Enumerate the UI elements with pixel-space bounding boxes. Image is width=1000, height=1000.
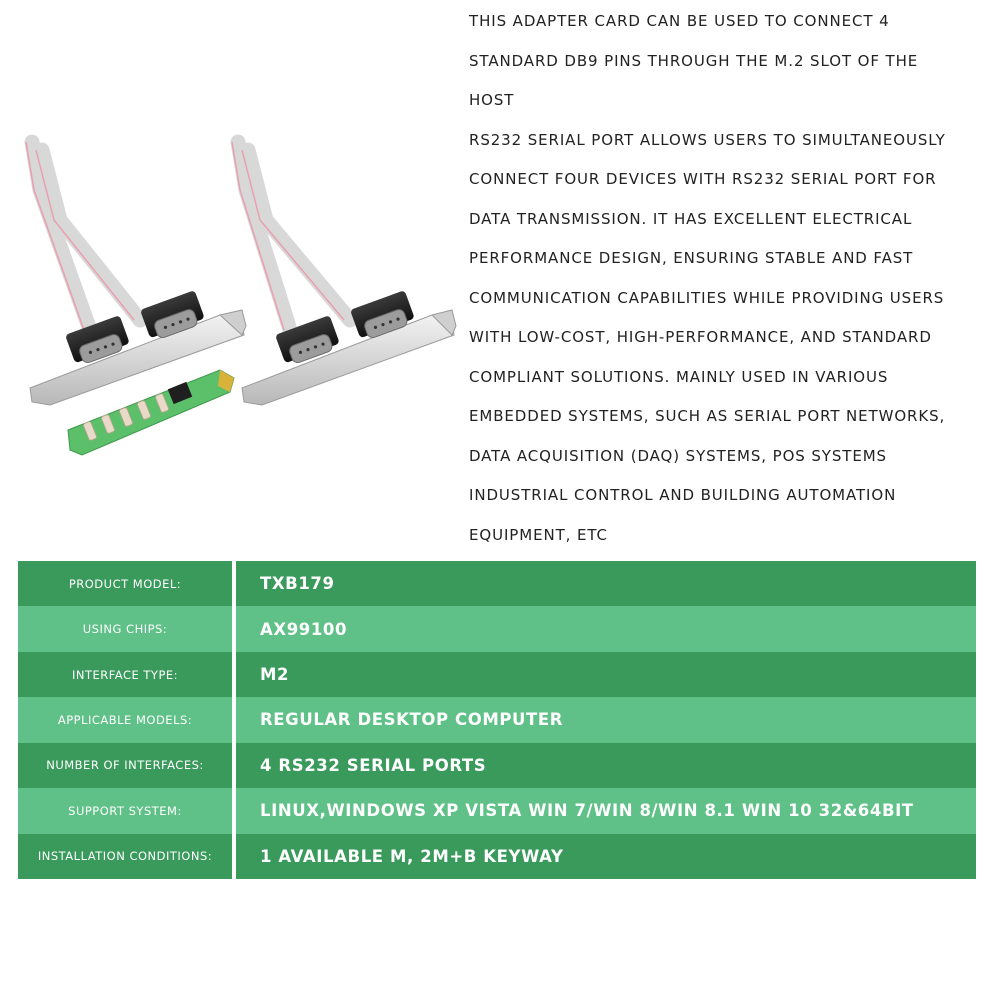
spec-label: APPLICABLE MODELS: [18,697,234,742]
spec-value: LINUX,WINDOWS XP VISTA WIN 7/WIN 8/WIN 8.1 WIN 10 32&64BIT [260,801,914,821]
spec-label: USING CHIPS: [18,606,234,651]
spec-value: 4 RS232 SERIAL PORTS [260,755,487,775]
spec-label: INTERFACE TYPE: [18,652,234,697]
spec-row-support-system [18,788,976,833]
spec-row-installation-conditions [18,834,976,879]
product-description [469,2,994,555]
spec-label: INSTALLATION CONDITIONS: [18,834,234,879]
spec-label: PRODUCT MODEL: [18,561,234,606]
spec-table [18,561,976,879]
spec-label: NUMBER OF INTERFACES: [18,743,234,788]
spec-label: SUPPORT SYSTEM: [18,788,234,833]
description-line: STANDARD DB9 PINS THROUGH THE M.2 SLOT OF THE [469,51,919,70]
spec-value: TXB179 [260,574,335,594]
product-image [20,130,460,470]
spec-row-using-chips [18,606,976,651]
description-line: EQUIPMENT, ETC [469,525,608,544]
description-line: DATA TRANSMISSION. IT HAS EXCELLENT ELECTRICAL [469,209,913,228]
bracket-assembly-left [26,142,246,405]
description-line: HOST [469,91,515,109]
bracket-assembly-right [232,142,456,405]
description-line: CONNECT FOUR DEVICES WITH RS232 SERIAL PORT FOR [469,170,937,188]
spec-row-interface-type [18,652,976,697]
description-line: COMPLIANT SOLUTIONS. MAINLY USED IN VARIOUS [469,367,889,386]
spec-row-applicable-models [18,697,976,742]
description-line: WITH LOW-COST, HIGH-PERFORMANCE, AND STANDARD [469,328,932,346]
description-line: THIS ADAPTER CARD CAN BE USED TO CONNECT 4 [469,12,890,30]
spec-row-number-of-interfaces [18,743,976,788]
spec-value: M2 [260,665,290,685]
description-line: INDUSTRIAL CONTROL AND BUILDING AUTOMATION [469,486,897,504]
description-line: EMBEDDED SYSTEMS, SUCH AS SERIAL PORT NETWORKS, [469,407,946,425]
spec-value: REGULAR DESKTOP COMPUTER [260,710,564,730]
spec-value: AX99100 [260,619,348,639]
description-line: PERFORMANCE DESIGN, ENSURING STABLE AND FAST [469,249,914,267]
description-line: DATA ACQUISITION (DAQ) SYSTEMS, POS SYSTEMS [469,446,887,465]
spec-row-product-model [18,561,976,606]
description-line: COMMUNICATION CAPABILITIES WHILE PROVIDING USERS [469,288,945,307]
description-line: RS232 SERIAL PORT ALLOWS USERS TO SIMULTANEOUSLY [469,130,946,149]
spec-value: 1 AVAILABLE M, 2M+B KEYWAY [260,846,564,866]
